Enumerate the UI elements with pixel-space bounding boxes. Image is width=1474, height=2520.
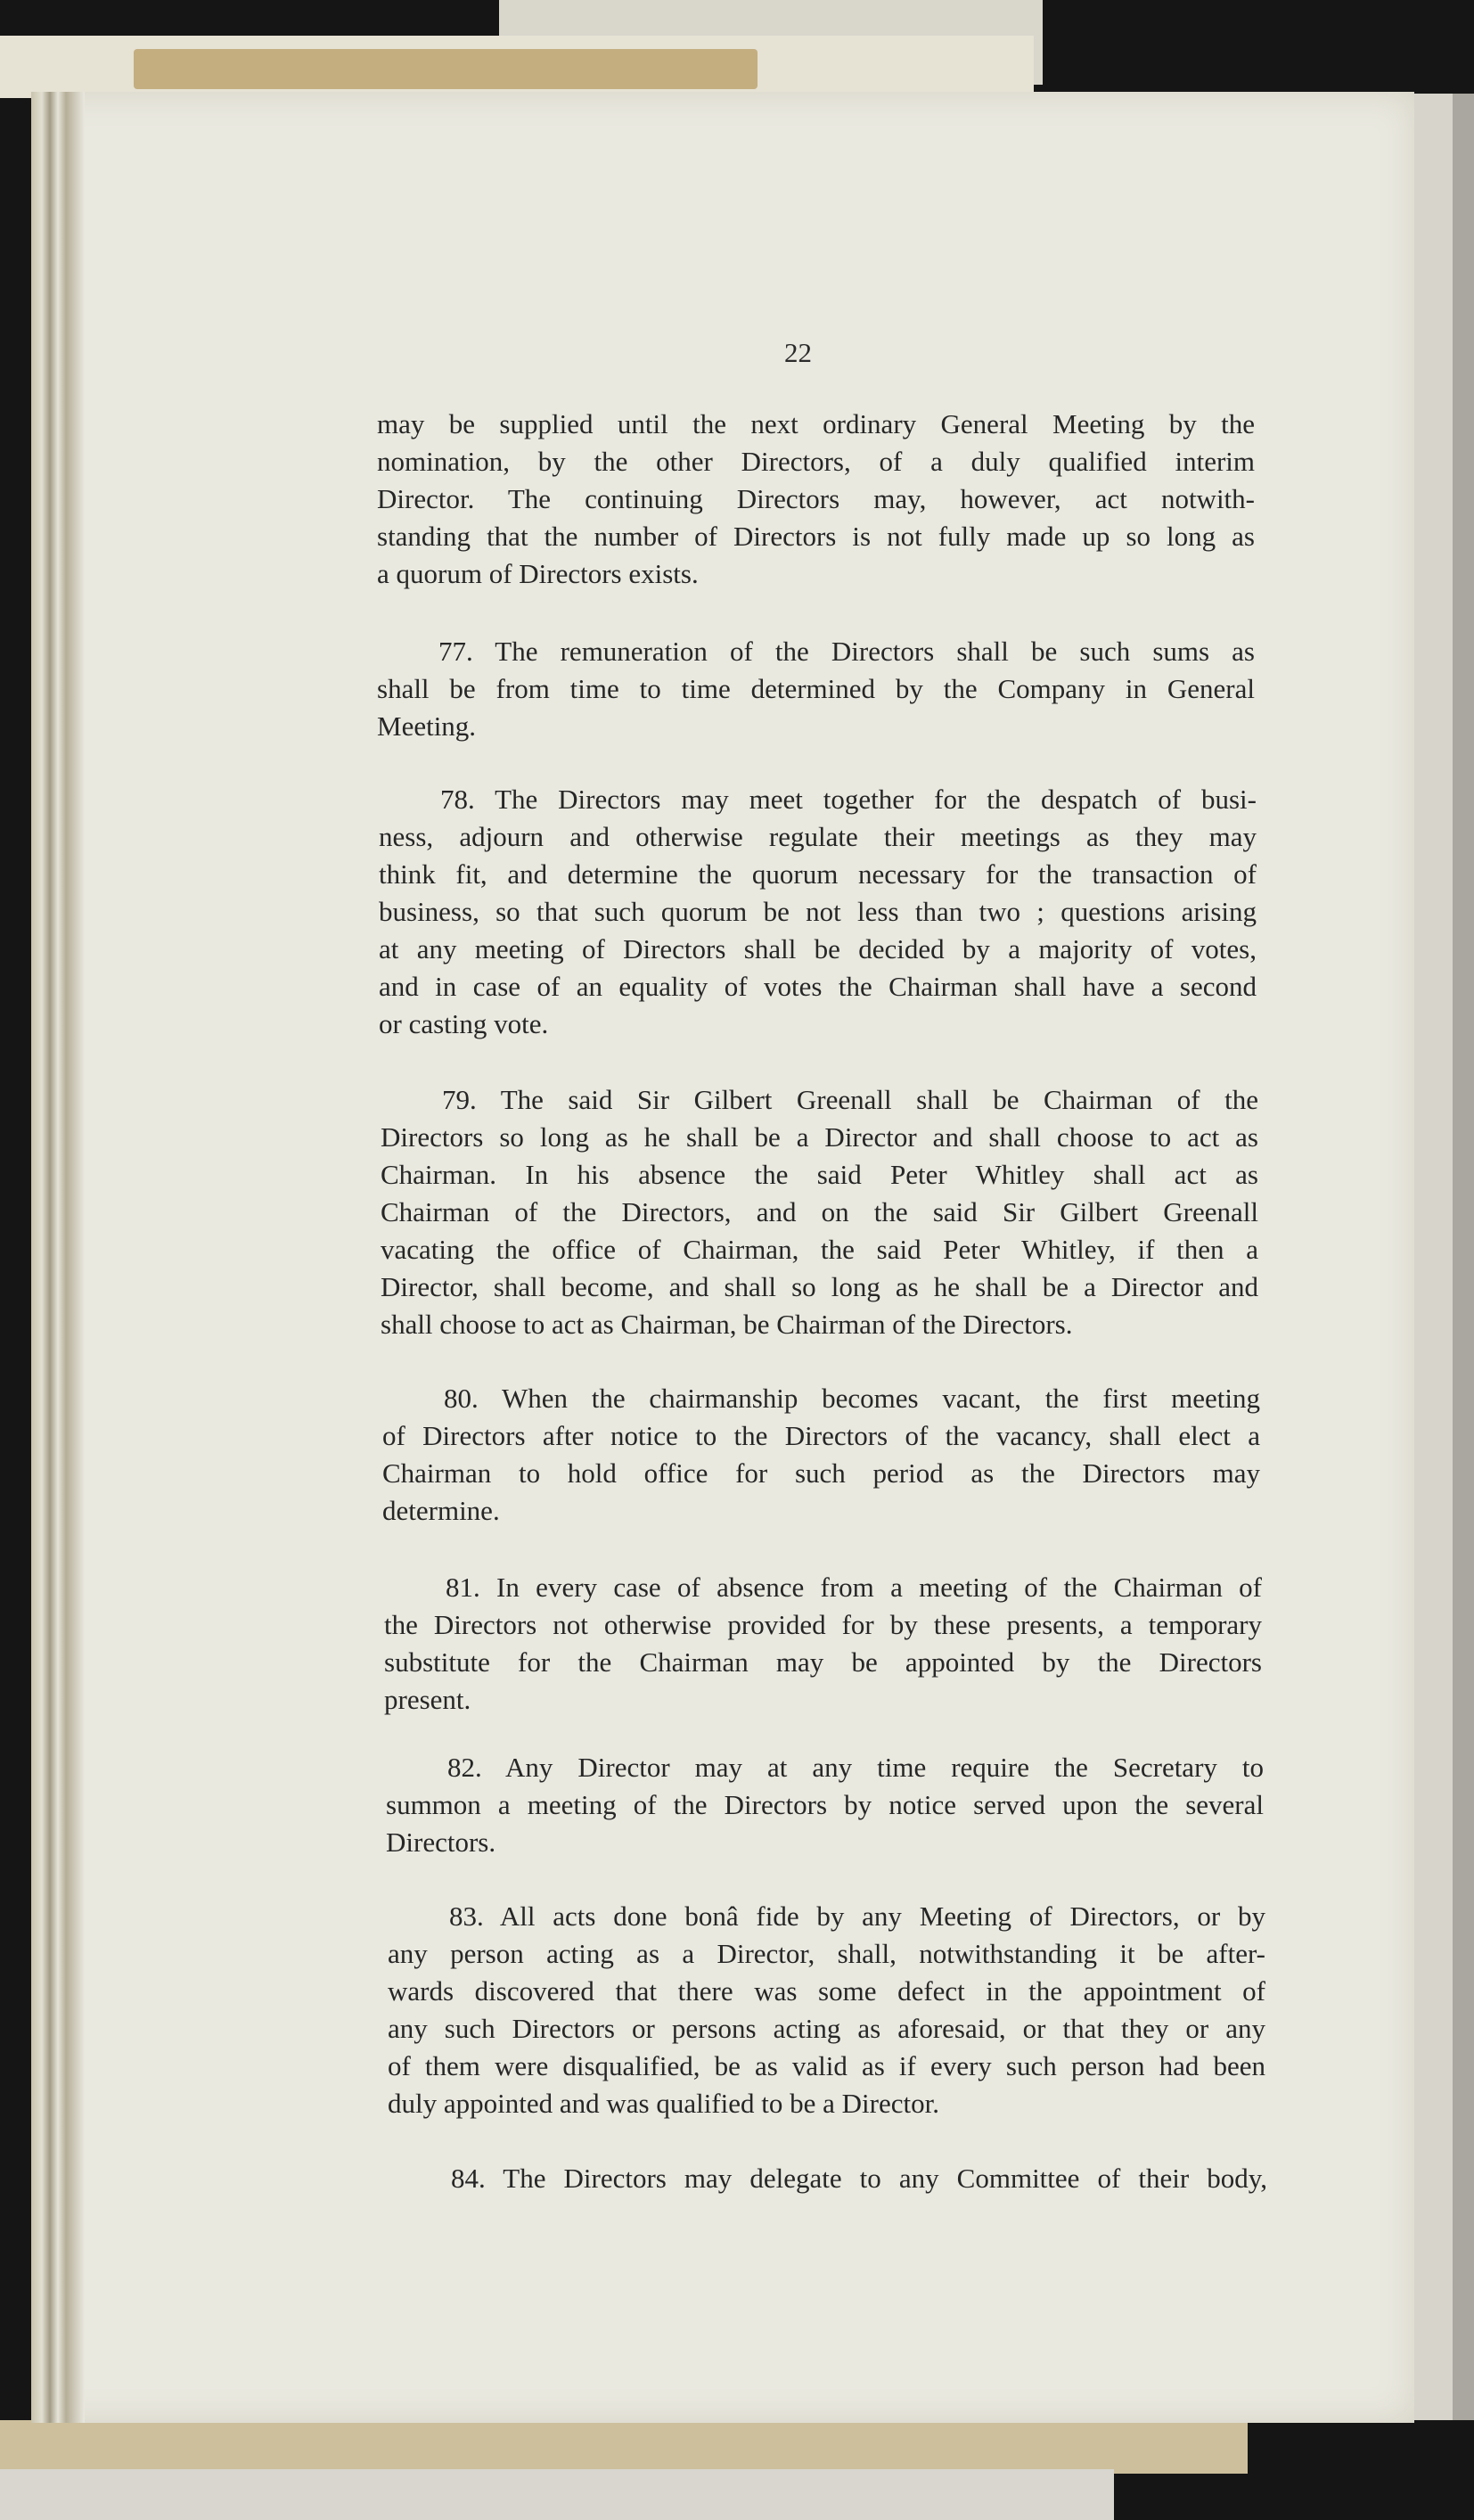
- text-line: summon a meeting of the Directors by notice served upon the several: [386, 1789, 1264, 1820]
- paragraph: [381, 1081, 1258, 1343]
- text-line: may be supplied until the next ordinary General Meeting by the: [377, 408, 1255, 439]
- text-line: 81. In every case of absence from a meeting of the Chairman of: [446, 1572, 1262, 1603]
- text-line: a quorum of Directors exists.: [377, 558, 699, 589]
- text-line: shall be from time to time determined by the Company in General: [377, 673, 1255, 704]
- text-line: 83. All acts done bonâ fide by any Meeting of Directors, or by: [449, 1900, 1265, 1932]
- background-sheet: [134, 49, 757, 89]
- paragraph: [379, 781, 1257, 1043]
- paragraph: [386, 1749, 1264, 1861]
- paragraph: [388, 1898, 1265, 2122]
- text-line: or casting vote.: [379, 1008, 549, 1039]
- page-binding: [31, 92, 85, 2423]
- text-line: and in case of an equality of votes the Chairman shall have a second: [379, 971, 1257, 1002]
- text-line: present.: [384, 1684, 471, 1715]
- text-line: 80. When the chairmanship becomes vacant, the first meeting: [444, 1383, 1260, 1414]
- text-line: the Directors not otherwise provided for by these presents, a temporary: [384, 1609, 1262, 1640]
- text-line: Meeting.: [377, 710, 477, 742]
- text-line: ness, adjourn and otherwise regulate their meetings as they may: [379, 821, 1257, 852]
- text-line: any person acting as a Director, shall, notwithstanding it be after-: [388, 1938, 1265, 1969]
- paragraph: [377, 406, 1255, 593]
- text-line: nomination, by the other Directors, of a duly qualified interim: [377, 446, 1255, 477]
- page-number: 22: [784, 337, 812, 368]
- text-line: Director. The continuing Directors may, however, act notwith-: [377, 483, 1255, 514]
- text-line: 84. The Directors may delegate to any Committee of their body,: [451, 2163, 1267, 2194]
- text-line: Chairman. In his absence the said Peter Whitley shall act as: [381, 1159, 1258, 1190]
- text-line: duly appointed and was qualified to be a Director.: [388, 2088, 939, 2119]
- text-line: 82. Any Director may at any time require the Secretary to: [447, 1752, 1264, 1783]
- paragraph: [384, 1569, 1262, 1719]
- text-line: of Directors after notice to the Directors of the vacancy, shall elect a: [382, 1420, 1260, 1451]
- paragraph: [382, 1380, 1260, 1530]
- paragraph: [377, 633, 1255, 745]
- paragraph: [389, 2160, 1267, 2197]
- text-line: think fit, and determine the quorum necessary for the transaction of: [379, 858, 1257, 890]
- text-line: any such Directors or persons acting as aforesaid, or that they or any: [388, 2013, 1265, 2044]
- adjacent-page-edge: [1453, 94, 1474, 2420]
- text-line: substitute for the Chairman may be appointed by the Directors: [384, 1646, 1262, 1678]
- text-line: Director, shall become, and shall so long as he shall be a Director and: [381, 1271, 1258, 1302]
- text-line: 77. The remuneration of the Directors shall be such sums as: [438, 636, 1255, 667]
- text-line: 79. The said Sir Gilbert Greenall shall be Chairman of the: [442, 1084, 1258, 1115]
- text-line: Directors.: [386, 1826, 496, 1858]
- text-line: determine.: [382, 1495, 500, 1526]
- text-line: at any meeting of Directors shall be decided by a majority of votes,: [379, 933, 1257, 964]
- text-line: vacating the office of Chairman, the said Peter Whitley, if then a: [381, 1234, 1258, 1265]
- page-bottom-edge: [0, 2420, 1248, 2474]
- text-line: Chairman to hold office for such period as the Directors may: [382, 1457, 1260, 1489]
- text-line: standing that the number of Directors is not fully made up so long as: [377, 521, 1255, 552]
- text-line: Chairman of the Directors, and on the said Sir Gilbert Greenall: [381, 1196, 1258, 1227]
- background-sheet: [0, 2469, 1114, 2520]
- text-line: Directors so long as he shall be a Director and shall choose to act as: [381, 1121, 1258, 1153]
- text-line: of them were disqualified, be as valid as if every such person had been: [388, 2050, 1265, 2081]
- text-line: business, so that such quorum be not less than two ; questions arising: [379, 896, 1257, 927]
- text-line: 78. The Directors may meet together for the despatch of busi-: [440, 784, 1257, 815]
- text-line: shall choose to act as Chairman, be Chairman of the Directors.: [381, 1309, 1073, 1340]
- text-line: wards discovered that there was some defect in the appointment of: [388, 1975, 1265, 2007]
